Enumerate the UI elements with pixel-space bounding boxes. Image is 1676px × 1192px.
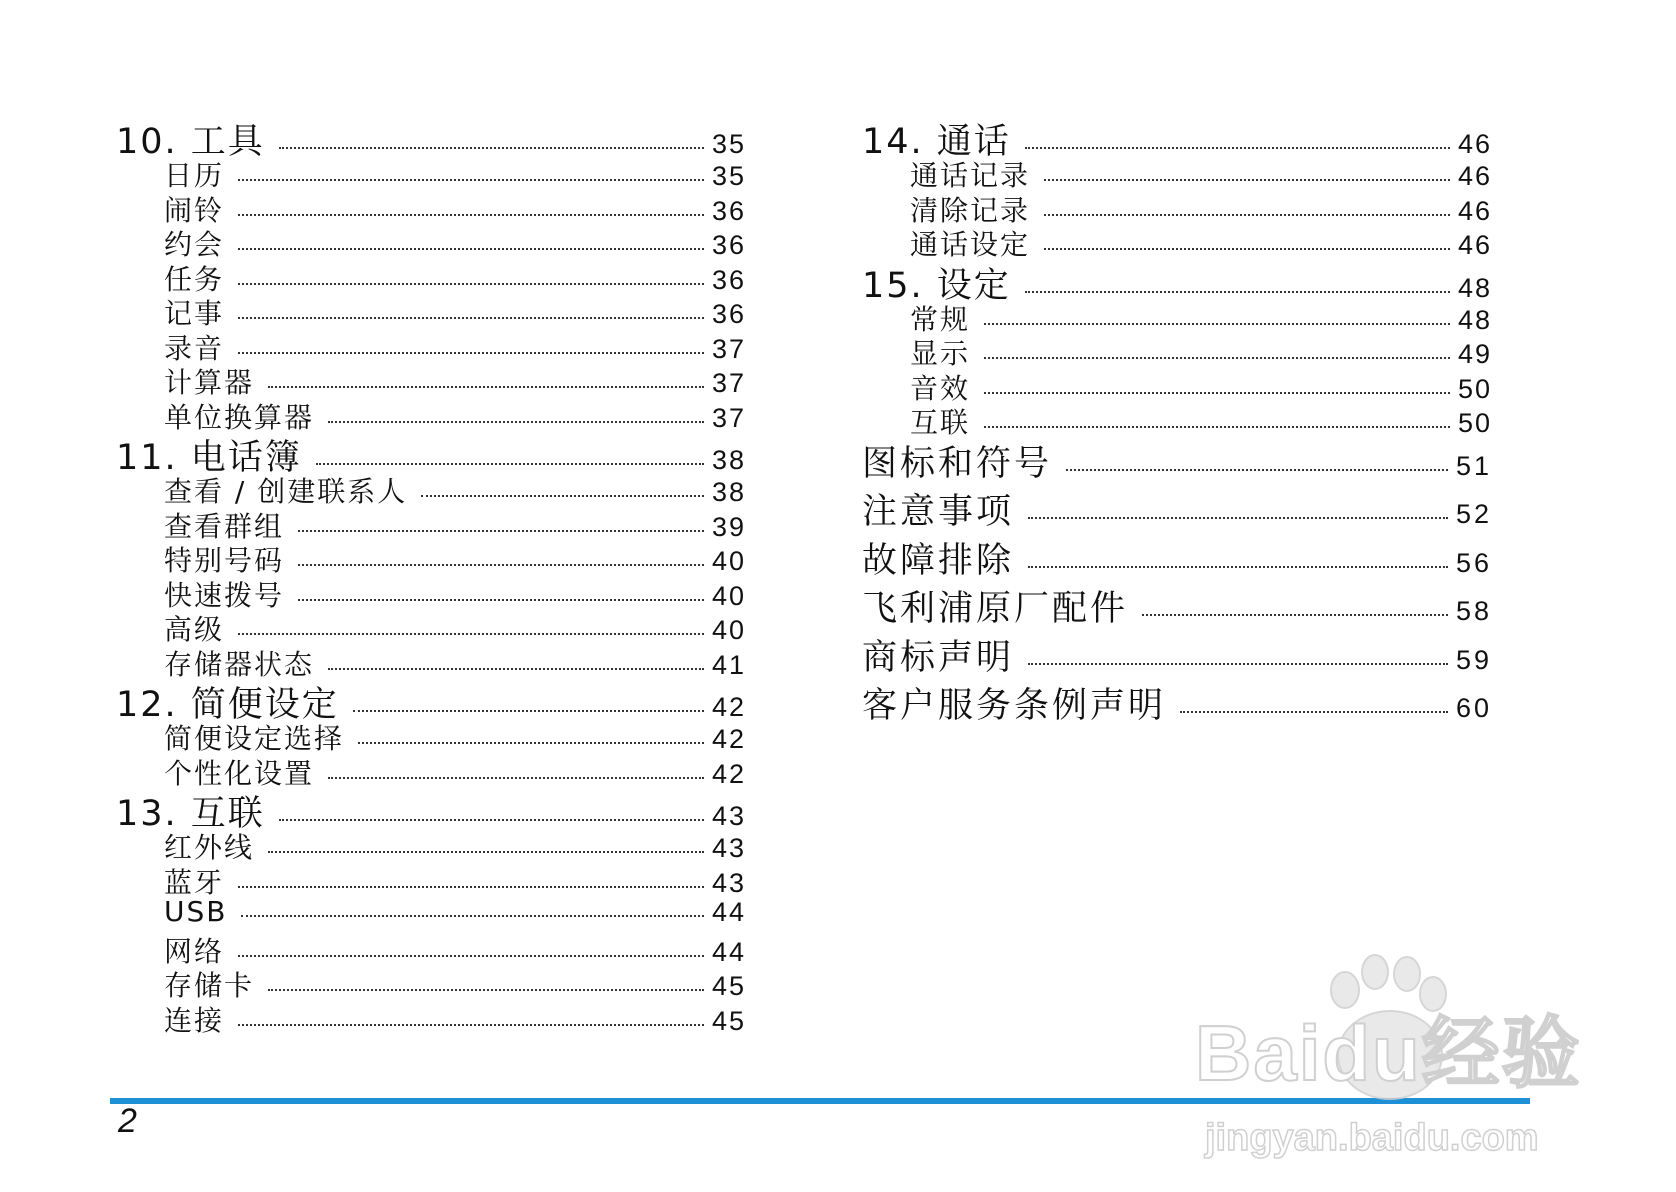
toc-entry-sub: [116, 189, 746, 227]
toc-entry-label: 记事: [164, 297, 225, 330]
dot-leader: [1025, 147, 1450, 149]
toc-entry-major: [862, 678, 1492, 727]
toc-entry-chapter: [116, 114, 746, 162]
toc-entry-sub: [116, 895, 746, 930]
toc-entry-page-number: 37: [711, 402, 746, 433]
toc-right-column: [862, 114, 1492, 727]
toc-entry-label: 快速拨号: [164, 578, 285, 612]
toc-entry-page-number: 46: [1457, 195, 1492, 226]
dot-leader: [353, 710, 704, 712]
toc-entry-label: 网络: [164, 934, 225, 968]
toc-entry-label: 13. 互联: [116, 794, 265, 834]
toc-entry-page-number: 40: [711, 615, 746, 645]
toc-entry-page-number: 46: [1457, 161, 1492, 191]
toc-entry-page-number: 44: [711, 936, 746, 967]
dot-leader: [328, 668, 704, 670]
toc-entry-page-number: 40: [711, 580, 746, 611]
toc-entry-sub: [116, 717, 746, 755]
toc-entry-label: 查看 / 创建联系人: [164, 475, 408, 508]
toc-entry-page-number: 59: [1455, 644, 1492, 675]
toc-entry-sub: [116, 396, 746, 434]
toc-entry-sub: [116, 223, 746, 261]
dot-leader: [1028, 663, 1448, 665]
toc-entry-sub: [862, 401, 1492, 439]
toc-entry-sub: [116, 505, 746, 543]
toc-entry-label: 通话设定: [910, 228, 1031, 261]
toc-entry-label: 计算器: [164, 366, 255, 399]
toc-entry-page-number: 37: [711, 368, 746, 398]
dot-leader: [1044, 214, 1450, 216]
toc-entry-page-number: 50: [1457, 408, 1492, 438]
toc-entry-sub: [116, 154, 746, 192]
dot-leader: [1066, 469, 1448, 471]
toc-entry-label: 任务: [164, 262, 225, 296]
toc-entry-label: 日历: [164, 159, 225, 192]
toc-entry-page-number: 44: [711, 897, 746, 927]
toc-entry-sub: [116, 861, 746, 899]
toc-entry-sub: [116, 999, 746, 1037]
toc-entry-label: 红外线: [164, 831, 255, 864]
toc-entry-page-number: 35: [711, 129, 746, 159]
toc-entry-page-number: 38: [711, 477, 746, 507]
toc-entry-label: 简便设定选择: [164, 722, 345, 755]
toc-entry-page-number: 43: [711, 867, 746, 898]
toc-entry-sub: [116, 826, 746, 864]
dot-leader: [984, 392, 1450, 394]
dot-leader: [316, 463, 704, 465]
dot-leader: [238, 633, 704, 635]
toc-entry-page-number: 42: [711, 692, 746, 722]
dot-leader: [358, 742, 704, 744]
dot-leader: [298, 599, 704, 601]
dot-leader: [279, 819, 704, 821]
dot-leader: [238, 248, 704, 250]
dot-leader: [238, 886, 704, 888]
toc-entry-chapter: [862, 114, 1492, 162]
toc-entry-major: [862, 436, 1492, 485]
toc-entry-page-number: 48: [1457, 304, 1492, 335]
dot-leader: [268, 851, 704, 853]
dot-leader: [1044, 179, 1450, 181]
toc-entry-label: 通话记录: [910, 159, 1031, 192]
dot-leader: [238, 1024, 704, 1026]
toc-entry-label: 查看群组: [164, 509, 285, 543]
toc-entry-chapter: [116, 786, 746, 834]
toc-entry-page-number: 39: [711, 511, 746, 542]
toc-entry-page-number: 45: [711, 971, 746, 1001]
toc-entry-chapter: [862, 258, 1492, 306]
dot-leader: [984, 426, 1450, 428]
dot-leader: [328, 421, 704, 423]
toc-entry-page-number: 50: [1457, 373, 1492, 404]
toc-entry-label: 高级: [164, 613, 225, 646]
toc-entry-chapter: [116, 677, 746, 725]
toc-entry-label: 蓝牙: [164, 865, 225, 899]
dot-leader: [1142, 614, 1448, 616]
toc-entry-page-number: 46: [1457, 230, 1492, 260]
toc-entry-sub: [862, 189, 1492, 227]
toc-entry-sub: [116, 258, 746, 296]
toc-entry-major: [862, 533, 1492, 582]
dot-leader: [238, 179, 704, 181]
toc-entry-sub: [116, 964, 746, 1002]
toc-entry-page-number: 36: [711, 264, 746, 295]
toc-entry-page-number: 36: [711, 299, 746, 329]
dot-leader: [1180, 711, 1448, 713]
toc-entry-page-number: 42: [711, 724, 746, 754]
toc-entry-sub: [116, 470, 746, 508]
toc-entry-label: USB: [164, 895, 228, 928]
toc-entry-page-number: 48: [1457, 272, 1492, 303]
watermark-brand-text: Baidu经验: [1195, 1009, 1582, 1097]
dot-leader: [1028, 566, 1448, 568]
dot-leader: [268, 989, 704, 991]
toc-entry-page-number: 58: [1455, 596, 1492, 626]
toc-entry-label: 清除记录: [910, 193, 1031, 227]
dot-leader: [984, 357, 1450, 359]
dot-leader: [1044, 248, 1450, 250]
dot-leader: [268, 386, 704, 388]
toc-entry-sub: [116, 930, 746, 968]
toc-entry-label: 录音: [164, 331, 225, 365]
toc-entry-label: 个性化设置: [164, 756, 315, 790]
toc-entry-sub: [116, 608, 746, 646]
toc-entry-label: 12. 简便设定: [116, 685, 339, 725]
toc-entry-page-number: 43: [711, 833, 746, 863]
dot-leader: [421, 495, 704, 497]
toc-entry-label: 显示: [910, 337, 971, 370]
toc-entry-label: 存储卡: [164, 969, 255, 1002]
dot-leader: [241, 915, 703, 917]
dot-leader: [238, 317, 704, 319]
toc-entry-label: 15. 设定: [862, 265, 1011, 306]
dot-leader: [238, 352, 704, 354]
toc-entry-label: 闹铃: [164, 193, 225, 227]
toc-entry-page-number: 36: [711, 230, 746, 260]
toc-entry-sub: [862, 367, 1492, 405]
toc-entry-sub: [116, 539, 746, 577]
toc-entry-page-number: 52: [1455, 499, 1492, 529]
toc-entry-label: 音效: [910, 371, 971, 405]
toc-entry-sub: [116, 327, 746, 365]
toc-entry-label: 14. 通话: [862, 122, 1011, 162]
dot-leader: [238, 214, 704, 216]
toc-entry-major: [862, 581, 1492, 630]
toc-entry-page-number: 42: [711, 758, 746, 789]
toc-entry-sub: [862, 154, 1492, 192]
toc-entry-sub: [862, 298, 1492, 336]
dot-leader: [1025, 291, 1450, 293]
toc-entry-page-number: 37: [711, 333, 746, 364]
toc-entry-label: 约会: [164, 228, 225, 261]
dot-leader: [1028, 517, 1448, 519]
toc-entry-label: 图标和符号: [862, 443, 1053, 484]
toc-entry-page-number: 40: [711, 546, 746, 576]
dot-leader: [984, 323, 1450, 325]
toc-entry-label: 故障排除: [862, 540, 1015, 581]
toc-entry-page-number: 43: [711, 801, 746, 831]
toc-entry-major: [862, 630, 1492, 679]
dot-leader: [298, 564, 704, 566]
toc-entry-page-number: 38: [711, 445, 746, 475]
dot-leader: [279, 147, 704, 149]
dot-leader: [328, 777, 704, 779]
toc-entry-sub: [862, 223, 1492, 261]
toc-entry-page-number: 35: [711, 161, 746, 191]
toc-entry-label: 注意事项: [862, 492, 1015, 532]
toc-entry-sub: [862, 332, 1492, 370]
toc-entry-page-number: 45: [711, 1005, 746, 1036]
dot-leader: [238, 955, 704, 957]
toc-entry-sub: [116, 361, 746, 399]
toc-entry-label: 单位换算器: [164, 400, 315, 434]
toc-entry-page-number: 60: [1455, 693, 1492, 723]
baidu-watermark-logo: [1195, 950, 1595, 1160]
toc-entry-page-number: 56: [1455, 547, 1492, 578]
toc-entry-label: 特别号码: [164, 544, 285, 577]
toc-entry-page-number: 46: [1457, 129, 1492, 159]
toc-entry-page-number: 41: [711, 649, 746, 680]
toc-entry-label: 常规: [910, 302, 971, 336]
toc-entry-page-number: 36: [711, 195, 746, 226]
watermark-url-text: jingyan.baidu.com: [1205, 1117, 1539, 1159]
toc-entry-label: 连接: [164, 1003, 225, 1037]
toc-entry-sub: [116, 574, 746, 612]
toc-left-column: [116, 114, 746, 1037]
toc-entry-page-number: 51: [1455, 450, 1492, 481]
toc-entry-page-number: 49: [1457, 339, 1492, 369]
toc-entry-major: [862, 484, 1492, 533]
toc-entry-label: 存储器状态: [164, 647, 315, 681]
dot-leader: [298, 530, 704, 532]
toc-entry-sub: [116, 643, 746, 681]
toc-entry-sub: [116, 752, 746, 790]
toc-entry-label: 11. 电话簿: [116, 438, 302, 478]
toc-entry-label: 客户服务条例声明: [862, 686, 1167, 726]
toc-entry-label: 互联: [910, 406, 971, 439]
toc-entry-chapter: [116, 430, 746, 478]
dot-leader: [238, 283, 704, 285]
toc-entry-label: 商标声明: [862, 637, 1015, 678]
toc-entry-sub: [116, 292, 746, 330]
toc-entry-label: 飞利浦原厂配件: [862, 589, 1129, 629]
page-number: 2: [118, 1102, 137, 1140]
toc-entry-label: 10. 工具: [116, 122, 265, 162]
